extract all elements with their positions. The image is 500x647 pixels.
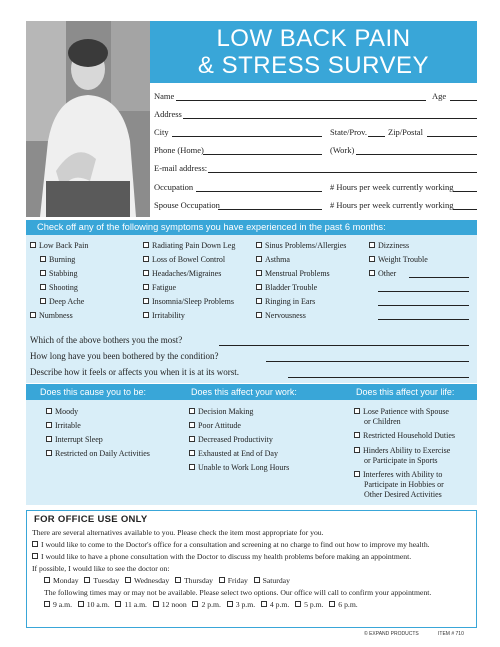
age-input[interactable] [450,100,477,101]
question-bothers-most: Which of the above bothers you the most? [30,335,183,345]
other-line-4[interactable] [378,319,469,320]
office-times-note: The following times may or may not be available. Please select two options. Our office will call to confirm your appointment. [44,588,432,597]
checkbox[interactable] [46,450,52,456]
symptom-shooting[interactable]: Shooting [40,283,78,292]
checkbox[interactable] [143,270,149,276]
checkbox[interactable] [40,270,46,276]
checkbox[interactable] [143,298,149,304]
life-hobbies-cont-1: Participate in Hobbies or [364,480,444,489]
checkbox[interactable] [143,312,149,318]
cause-header: Does this cause you to be: [40,387,147,397]
time-5pm[interactable]: 5 p.m. [295,600,323,609]
spouse-occupation-input[interactable] [218,209,322,210]
day-options [44,576,290,585]
checkbox[interactable] [256,312,262,318]
occupation-input[interactable] [196,191,322,192]
office-option-consult[interactable]: I would like to come to the Doctor's office for a consultation and screening at no charge to find out how to improve my health. [32,540,430,549]
footer-brand: © EXPAND PRODUCTS [364,631,419,637]
day-saturday[interactable]: Saturday [254,576,290,585]
other-line-3[interactable] [378,305,469,306]
office-intro: There are several alternatives available to you. Please check the item most appropriate for you. [32,528,324,537]
life-lose-patience[interactable]: Lose Patience with Spouse [354,407,449,416]
symptom-stabbing[interactable]: Stabbing [40,269,77,278]
day-monday[interactable]: Monday [44,576,79,585]
day-tuesday[interactable]: Tuesday [84,576,119,585]
effect-restricted-daily[interactable]: Restricted on Daily Activities [46,449,150,458]
checkbox[interactable] [189,450,195,456]
address-input[interactable] [183,118,477,119]
effect-moody[interactable]: Moody [46,407,78,416]
checkbox[interactable] [354,432,360,438]
hours-input[interactable] [453,191,477,192]
occupation-label: Occupation [154,182,194,192]
symptom-numbness[interactable]: Numbness [30,311,73,320]
spouse-hours-input[interactable] [453,209,477,210]
title-line-1: LOW BACK PAIN [216,25,411,52]
life-hobbies-cont-2: Other Desired Activities [364,490,442,499]
symptom-irritability[interactable]: Irritability [143,311,185,320]
life-lose-patience-cont: or Children [364,417,401,426]
checkbox[interactable] [32,553,38,559]
checkbox[interactable] [30,312,36,318]
name-input[interactable] [176,100,426,101]
email-input[interactable] [208,172,477,173]
office-use-box [26,510,477,628]
effect-interrupt-sleep[interactable]: Interrupt Sleep [46,435,103,444]
woman-photo [26,21,150,217]
checkbox[interactable] [369,270,375,276]
checkbox[interactable] [369,242,375,248]
city-input[interactable] [172,136,322,137]
age-label: Age [432,91,447,101]
symptom-insomnia[interactable]: Insomnia/Sleep Problems [143,297,234,306]
symptom-ringing-ears[interactable]: Ringing in Ears [256,297,315,306]
phone-home-input[interactable] [203,154,322,155]
symptom-asthma[interactable]: Asthma [256,255,290,264]
answer-how-long[interactable] [266,361,469,362]
time-11am[interactable]: 11 a.m. [115,600,147,609]
title-line-2: & STRESS SURVEY [197,52,430,79]
life-household-duties[interactable]: Restricted Household Duties [354,431,455,440]
effects-header [26,384,477,400]
name-label: Name [154,91,175,101]
work-long-hours[interactable]: Unable to Work Long Hours [189,463,289,472]
checkbox[interactable] [143,284,149,290]
work-header: Does this affect your work: [191,387,297,397]
symptom-bowel-control[interactable]: Loss of Bowel Control [143,255,225,264]
life-exercise[interactable]: Hinders Ability to Exercise [354,446,450,455]
time-6pm[interactable]: 6 p.m. [329,600,357,609]
checkbox[interactable] [46,408,52,414]
checkbox[interactable] [46,422,52,428]
checkbox[interactable] [354,447,360,453]
zip-input[interactable] [427,136,477,137]
symptom-radiating-pain[interactable]: Radiating Pain Down Leg [143,241,235,250]
checkbox[interactable] [189,408,195,414]
symptom-weight[interactable]: Weight Trouble [369,255,428,264]
answer-bothers-most[interactable] [219,345,469,346]
symptom-fatigue[interactable]: Fatigue [143,283,176,292]
symptom-low-back-pain[interactable]: Low Back Pain [30,241,88,250]
symptom-dizziness[interactable]: Dizziness [369,241,409,250]
checkbox[interactable] [256,270,262,276]
survey-title [150,21,477,83]
address-label: Address [154,109,182,119]
checkbox[interactable] [256,284,262,290]
symptom-sinus[interactable]: Sinus Problems/Allergies [256,241,346,250]
checkbox[interactable] [256,298,262,304]
other-input[interactable] [409,277,469,278]
symptom-other[interactable]: Other [369,269,396,278]
symptom-nervousness[interactable]: Nervousness [256,311,306,320]
question-describe: Describe how it feels or affects you when it is at its worst. [30,367,240,377]
phone-work-label: (Work) [330,145,355,155]
checkbox[interactable] [369,256,375,262]
office-header: FOR OFFICE USE ONLY [34,514,148,525]
time-12noon[interactable]: 12 noon [153,600,187,609]
zip-label: Zip/Postal [388,127,423,137]
time-4pm[interactable]: 4 p.m. [261,600,289,609]
time-10am[interactable]: 10 a.m. [78,600,110,609]
spouse-occupation-label: Spouse Occupation [154,200,220,210]
question-how-long: How long have you been bothered by the condition? [30,351,219,361]
day-friday[interactable]: Friday [219,576,248,585]
spouse-hours-label: # Hours per week currently working [330,200,454,210]
answer-describe[interactable] [288,377,469,378]
checkbox[interactable] [46,436,52,442]
day-thursday[interactable]: Thursday [175,576,213,585]
time-3pm[interactable]: 3 p.m. [227,600,255,609]
phone-home-label: Phone (Home) [154,145,204,155]
effect-irritable[interactable]: Irritable [46,421,81,430]
city-label: City [154,127,169,137]
checkbox[interactable] [143,256,149,262]
time-options [44,600,358,609]
state-label: State/Prov. [330,127,367,137]
day-wednesday[interactable]: Wednesday [125,576,169,585]
time-2pm[interactable]: 2 p.m. [192,600,220,609]
checkbox[interactable] [40,256,46,262]
checkbox[interactable] [143,242,149,248]
symptom-bladder[interactable]: Bladder Trouble [256,283,317,292]
office-see-doctor: If possible, I would like to see the doctor on: [32,564,170,573]
office-option-phone[interactable]: I would like to have a phone consultation with the Doctor to discuss my health problems before making an appointment. [32,552,411,561]
life-hobbies[interactable]: Interferes with Ability to [354,470,442,479]
checkbox[interactable] [354,408,360,414]
checkbox[interactable] [40,284,46,290]
checkbox[interactable] [256,256,262,262]
state-input[interactable] [368,136,385,137]
checkbox[interactable] [256,242,262,248]
checkbox[interactable] [189,422,195,428]
checkbox[interactable] [30,242,36,248]
other-line-2[interactable] [378,291,469,292]
work-exhausted[interactable]: Exhausted at End of Day [189,449,278,458]
effects-panel [26,400,477,505]
checkbox[interactable] [40,298,46,304]
checkbox[interactable] [189,436,195,442]
life-header: Does this affect your life: [356,387,455,397]
symptom-burning[interactable]: Burning [40,255,75,264]
symptom-deep-ache[interactable]: Deep Ache [40,297,84,306]
symptoms-panel [26,235,477,383]
footer-item: ITEM # 710 [438,631,464,637]
symptom-headaches[interactable]: Headaches/Migraines [143,269,221,278]
checkbox[interactable] [32,541,38,547]
symptoms-header: Check off any of the following symptoms you have experienced in the past 6 months: [26,220,477,235]
email-label: E-mail address: [154,163,208,173]
hours-label: # Hours per week currently working [330,182,454,192]
work-poor-attitude[interactable]: Poor Attitude [189,421,241,430]
life-exercise-cont: or Participate in Sports [364,456,438,465]
work-decision-making[interactable]: Decision Making [189,407,253,416]
symptom-menstrual[interactable]: Menstrual Problems [256,269,330,278]
time-9am[interactable]: 9 a.m. [44,600,72,609]
checkbox[interactable] [189,464,195,470]
phone-work-input[interactable] [356,154,477,155]
checkbox[interactable] [354,471,360,477]
work-decreased-productivity[interactable]: Decreased Productivity [189,435,273,444]
